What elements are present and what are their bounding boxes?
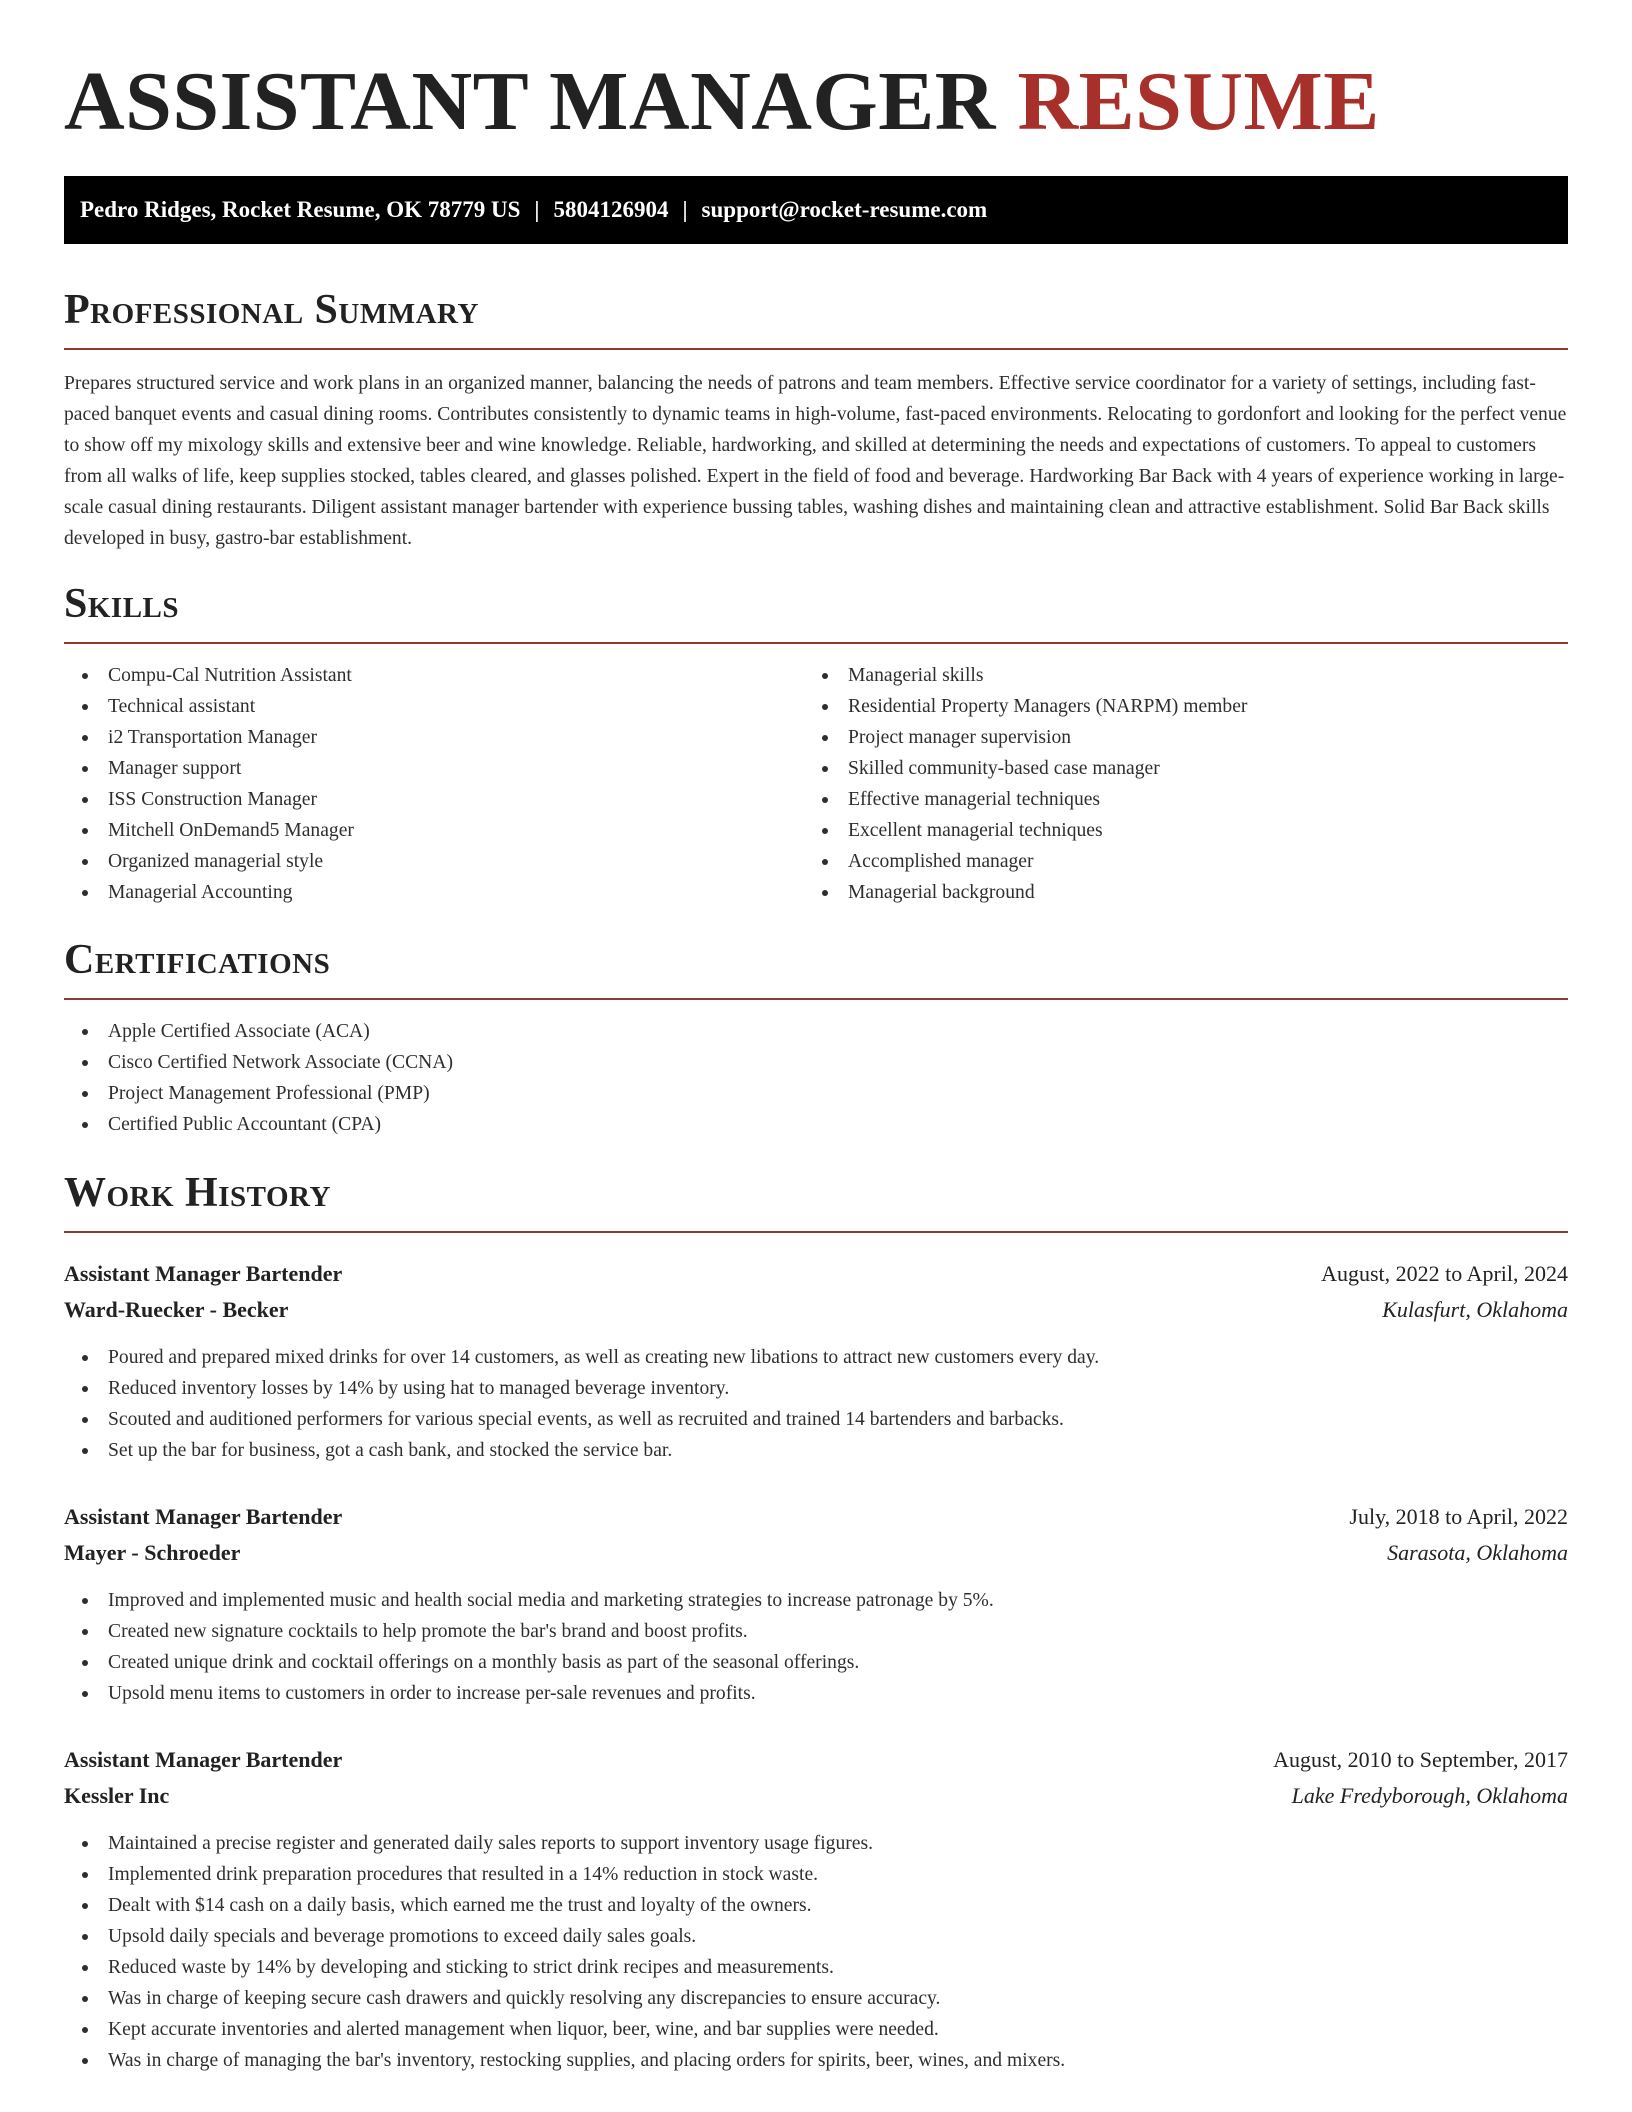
list-item: Upsold daily specials and beverage promotions to exceed daily sales goals. [64, 1921, 1568, 1952]
job-bullets [64, 1828, 1568, 2076]
skills-left-list [64, 660, 804, 908]
list-item: Created new signature cocktails to help promote the bar's brand and boost profits. [64, 1616, 1568, 1647]
list-item: ISS Construction Manager [64, 784, 804, 815]
skills-right-list [804, 660, 1544, 908]
list-item: Cisco Certified Network Associate (CCNA) [64, 1047, 1568, 1078]
job-entry [64, 1742, 1568, 2076]
job-company-row [64, 1778, 1568, 1814]
job-company-row [64, 1535, 1568, 1571]
professional-summary-text: Prepares structured service and work plans in an organized manner, balancing the needs of patrons and team members. Effective service coordinator for a variety of settings, including fast-paced banquet events and casual dining rooms. Contributes consistently to dynamic teams in high-volume, fast-paced environments. Relocating to gordonfort and looking for the perfect venue to show off my mixology skills and extensive beer and wine knowledge. Reliable, hardworking, and skilled at determining the needs and expectations of customers. To appeal to customers from all walks of life, keep supplies stocked, tables cleared, and glasses polished. Expert in the field of food and beverage. Hardworking Bar Back with 4 years of experience working in large-scale casual dining restaurants. Diligent assistant manager bartender with experience bussing tables, washing dishes and maintaining clean and attractive establishment. Solid Bar Back skills developed in busy, gastro-bar establishment. [64, 373, 1567, 549]
resume-page [64, 0, 1568, 2071]
job-location: Lake Fredyborough, Oklahoma [1291, 1783, 1568, 1808]
contact-address: Pedro Ridges, Rocket Resume, OK 78779 US [80, 197, 521, 222]
job-title-row [64, 1256, 1568, 1292]
list-item: Managerial skills [804, 660, 1544, 691]
list-item: Was in charge of keeping secure cash drawers and quickly resolving any discrepancies to ensure accuracy. [64, 1983, 1568, 2014]
list-item: Project Management Professional (PMP) [64, 1078, 1568, 1109]
section-heading-professional-summary: Professional Summary [64, 286, 1568, 350]
list-item: Certified Public Accountant (CPA) [64, 1109, 1568, 1140]
list-item: Reduced inventory losses by 14% by using hat to managed beverage inventory. [64, 1373, 1568, 1404]
contact-separator: | [534, 197, 540, 222]
job-entry [64, 1256, 1568, 1466]
resume-title [64, 0, 1568, 148]
job-location: Sarasota, Oklahoma [1387, 1540, 1568, 1565]
list-item: Manager support [64, 753, 804, 784]
list-item: Implemented drink preparation procedures that resulted in a 14% reduction in stock waste. [64, 1859, 1568, 1890]
list-item: Compu-Cal Nutrition Assistant [64, 660, 804, 691]
list-item: Residential Property Managers (NARPM) member [804, 691, 1544, 722]
list-item: Dealt with $14 cash on a daily basis, which earned me the trust and loyalty of the owners. [64, 1890, 1568, 1921]
job-company: Kessler Inc [64, 1783, 170, 1808]
list-item: Reduced waste by 14% by developing and sticking to strict drink recipes and measurements. [64, 1952, 1568, 1983]
list-item: Managerial Accounting [64, 877, 804, 908]
skills-right-column [804, 660, 1544, 908]
list-item: Maintained a precise register and generated daily sales reports to support inventory usage figures. [64, 1828, 1568, 1859]
job-dates: August, 2010 to September, 2017 [1273, 1747, 1568, 1772]
job-bullets [64, 1342, 1568, 1466]
job-title: Assistant Manager Bartender [64, 1504, 343, 1529]
job-bullets [64, 1585, 1568, 1709]
list-item: Set up the bar for business, got a cash bank, and stocked the service bar. [64, 1435, 1568, 1466]
job-dates: August, 2022 to April, 2024 [1321, 1261, 1568, 1286]
list-item: Accomplished manager [804, 846, 1544, 877]
skills-left-column [64, 660, 804, 908]
job-entry [64, 1499, 1568, 1709]
contact-bar [64, 176, 1568, 244]
certifications-list [64, 1016, 1568, 1140]
contact-separator: | [682, 197, 688, 222]
list-item: Poured and prepared mixed drinks for over 14 customers, as well as creating new libations to attract new customers every day. [64, 1342, 1568, 1373]
list-item: Created unique drink and cocktail offerings on a monthly basis as part of the seasonal offerings. [64, 1647, 1568, 1678]
list-item: Managerial background [804, 877, 1544, 908]
list-item: Skilled community-based case manager [804, 753, 1544, 784]
list-item: Improved and implemented music and health social media and marketing strategies to increase patronage by 5%. [64, 1585, 1568, 1616]
list-item: Mitchell OnDemand5 Manager [64, 815, 804, 846]
job-company-row [64, 1292, 1568, 1328]
title-accent: RESUME [1017, 55, 1380, 148]
contact-email: support@rocket-resume.com [701, 197, 988, 222]
job-title: Assistant Manager Bartender [64, 1261, 343, 1286]
job-company: Mayer - Schroeder [64, 1540, 241, 1565]
job-title-row [64, 1742, 1568, 1778]
job-dates: July, 2018 to April, 2022 [1349, 1504, 1568, 1529]
contact-phone: 5804126904 [553, 197, 669, 222]
list-item: Technical assistant [64, 691, 804, 722]
section-heading-certifications: Certifications [64, 936, 1568, 1000]
list-item: Upsold menu items to customers in order to increase per-sale revenues and profits. [64, 1678, 1568, 1709]
job-location: Kulasfurt, Oklahoma [1382, 1297, 1568, 1322]
job-title: Assistant Manager Bartender [64, 1747, 343, 1772]
list-item: Organized managerial style [64, 846, 804, 877]
section-heading-skills: Skills [64, 580, 1568, 644]
job-company: Ward-Ruecker - Becker [64, 1297, 289, 1322]
list-item: Effective managerial techniques [804, 784, 1544, 815]
section-heading-work-history: Work History [64, 1169, 1568, 1233]
list-item: Project manager supervision [804, 722, 1544, 753]
list-item: Apple Certified Associate (ACA) [64, 1016, 1568, 1047]
list-item: Excellent managerial techniques [804, 815, 1544, 846]
list-item: i2 Transportation Manager [64, 722, 804, 753]
list-item: Was in charge of managing the bar's inventory, restocking supplies, and placing orders for spirits, beer, wines, and mixers. [64, 2045, 1568, 2076]
list-item: Scouted and auditioned performers for various special events, as well as recruited and trained 14 bartenders and barbacks. [64, 1404, 1568, 1435]
certifications-block [64, 1016, 1568, 1140]
list-item: Kept accurate inventories and alerted management when liquor, beer, wine, and bar supplies were needed. [64, 2014, 1568, 2045]
job-title-row [64, 1499, 1568, 1535]
title-main: ASSISTANT MANAGER [64, 55, 996, 148]
